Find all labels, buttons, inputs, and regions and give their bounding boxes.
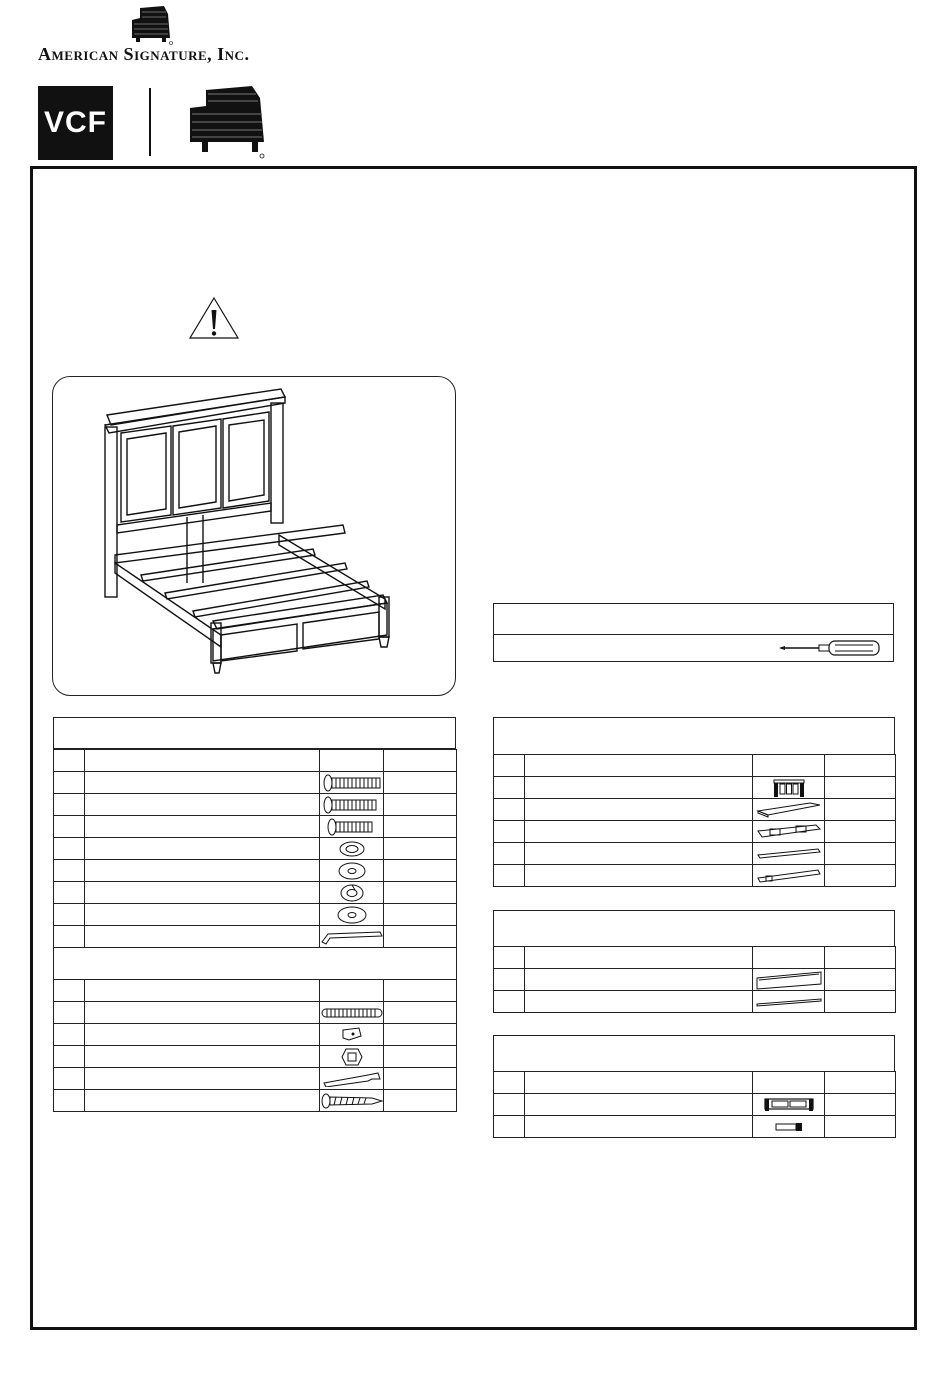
- long-bolt-icon: [320, 772, 384, 794]
- table-row: [54, 816, 457, 838]
- company-name: American Signature, Inc.: [38, 44, 250, 64]
- lock-washer-icon: [320, 838, 384, 860]
- table-header-row: [494, 1072, 896, 1094]
- table-row: [54, 1002, 457, 1024]
- footboard-icon: [753, 1094, 825, 1116]
- table-row: [54, 926, 457, 948]
- table-row: [494, 1116, 896, 1138]
- logo-divider: [149, 88, 151, 156]
- table-row: [494, 991, 896, 1013]
- leg-block-icon: [753, 1116, 825, 1138]
- center-support-icon: [753, 865, 825, 887]
- table-row: [494, 821, 896, 843]
- armchair-logo-icon: [128, 6, 174, 46]
- table-header-row: [494, 947, 896, 969]
- table-row: [54, 1068, 457, 1090]
- parts-table-1-header: [493, 717, 895, 755]
- bed-illustration: [53, 377, 453, 693]
- parts-table-2-header: [493, 910, 895, 947]
- thin-slat-icon: [753, 991, 825, 1013]
- armchair-logo-icon: [186, 84, 268, 160]
- table-row: [494, 865, 896, 887]
- parts-table-3-header: [493, 1035, 895, 1072]
- open-wrench-icon: [320, 1068, 384, 1090]
- large-washer-icon: [320, 904, 384, 926]
- warning-triangle-icon: [188, 296, 240, 340]
- parts-table-3: [493, 1071, 896, 1138]
- table-row: [54, 882, 457, 904]
- table-row: [54, 838, 457, 860]
- table-row: [54, 1090, 457, 1112]
- footboard-rail-icon: [753, 799, 825, 821]
- table-row: [494, 1094, 896, 1116]
- vcf-logo: [38, 86, 113, 160]
- flat-washer-icon: [320, 860, 384, 882]
- table-row: [54, 1024, 457, 1046]
- parts-table-1: [493, 754, 896, 887]
- slat-icon: [753, 843, 825, 865]
- side-rail-icon: [753, 821, 825, 843]
- hex-nut-icon: [320, 1046, 384, 1068]
- bracket-icon: [320, 1024, 384, 1046]
- table-row: [494, 799, 896, 821]
- table-header-row: [54, 980, 457, 1002]
- table-header-row: [494, 755, 896, 777]
- table-row: [54, 794, 457, 816]
- table-row: [494, 843, 896, 865]
- allen-wrench-icon: [320, 926, 384, 948]
- table-row: [54, 772, 457, 794]
- table-row: [494, 777, 896, 799]
- hardware-table-a: [53, 749, 457, 1112]
- split-washer-icon: [320, 882, 384, 904]
- table-row: [54, 1046, 457, 1068]
- threaded-rod-icon: [320, 1002, 384, 1024]
- vcf-logo-text: VCF: [44, 106, 107, 139]
- hardware-table-header: [53, 717, 456, 749]
- bed-illustration-panel: [52, 376, 456, 696]
- table-row: [54, 904, 457, 926]
- parts-table-2: [493, 946, 896, 1013]
- table-row: [54, 860, 457, 882]
- panel-board-icon: [753, 969, 825, 991]
- table-header-row: [54, 750, 457, 772]
- table-row: [494, 969, 896, 991]
- screwdriver-icon: [779, 639, 883, 657]
- tools-box-divider: [494, 634, 893, 635]
- table-subheader-row: [54, 948, 457, 980]
- headboard-icon: [753, 777, 825, 799]
- medium-bolt-icon: [320, 794, 384, 816]
- tools-box: [493, 603, 894, 662]
- short-bolt-icon: [320, 816, 384, 838]
- wood-screw-icon: [320, 1090, 384, 1112]
